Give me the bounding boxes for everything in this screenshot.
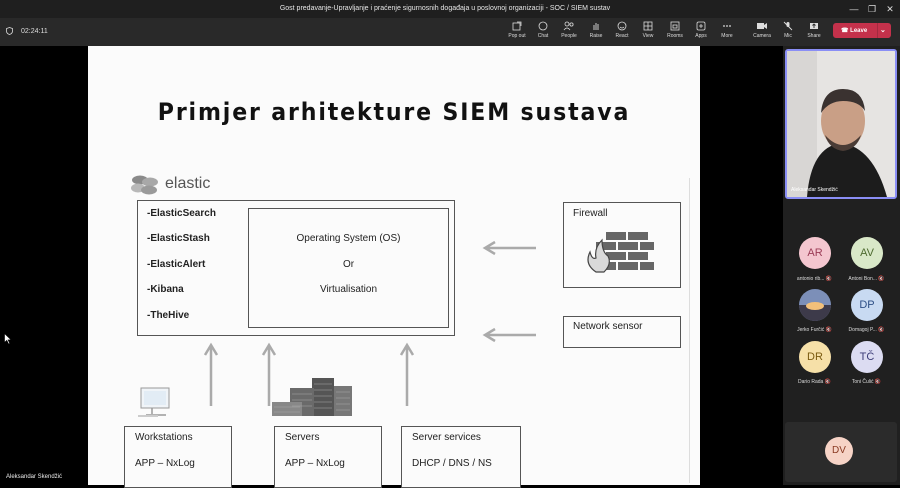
rooms-button[interactable] — [662, 21, 688, 39]
pop-out-button[interactable] — [504, 21, 530, 39]
speaker-video — [787, 51, 895, 197]
more-participants-tile[interactable] — [785, 422, 897, 482]
servers-title: Servers — [285, 432, 320, 443]
mic-muted-icon: 🔇 — [874, 379, 882, 385]
elastic-item: -ElasticStash — [147, 233, 210, 244]
elastic-item: -ElasticAlert — [147, 259, 206, 270]
chat-button[interactable] — [530, 21, 556, 39]
camera-button[interactable] — [749, 21, 775, 39]
servers-image — [272, 376, 362, 418]
raise-label: Raise — [589, 33, 603, 39]
participant-avatar[interactable]: DV — [825, 437, 853, 465]
participant-name: Toni Čulić 🔇 — [851, 379, 882, 385]
diagram-arrows — [88, 46, 700, 485]
participant-avatar[interactable]: AV — [851, 237, 883, 269]
chevron-down-icon[interactable]: ⌄ — [880, 27, 886, 34]
rooms-icon — [670, 21, 680, 31]
meeting-toolbar — [0, 18, 900, 46]
server-services-sub: DHCP / DNS / NS — [412, 458, 492, 469]
participant-name: antonio rib... 🔇 — [796, 276, 833, 282]
chat-label: Chat — [537, 33, 549, 39]
participant-name: Domagoj P... 🔇 — [848, 327, 885, 333]
firewall-arrow — [485, 242, 536, 254]
pop-out-label: Pop out — [508, 33, 526, 39]
more-label: More — [721, 33, 733, 39]
shield-icon — [6, 27, 13, 35]
hand-icon — [591, 21, 601, 31]
title-bar — [0, 0, 900, 18]
plus-icon — [696, 21, 706, 31]
speaker-video-tile[interactable] — [785, 49, 897, 199]
shared-content-stage — [0, 46, 783, 485]
view-button[interactable] — [635, 21, 661, 39]
view-label: View — [642, 33, 654, 39]
shared-slide — [88, 46, 700, 485]
participant-name: Jerko Furčić 🔇 — [797, 327, 832, 333]
speaker-name: Aleksandar Skendžić — [791, 187, 838, 193]
participant-name: Antoni Bon... 🔇 — [848, 276, 885, 282]
mic-muted-icon — [783, 21, 793, 31]
window-title: Gost predavanje-Upravljanje i praćenje sigurnosnih događaja u poslovnoj organizaciji - SOC / SIEM sustav — [279, 5, 611, 12]
servers-arrow-2 — [401, 345, 413, 406]
share-button[interactable] — [801, 21, 827, 39]
mic-muted-icon: 🔇 — [878, 276, 885, 282]
timer-value: 02:24:11 — [21, 27, 48, 35]
elastic-item: -ElasticSearch — [147, 208, 216, 219]
leave-button[interactable] — [833, 23, 891, 38]
pop-out-icon — [512, 21, 522, 31]
restore-icon[interactable]: ❐ — [867, 4, 877, 14]
participant-avatar[interactable]: DP — [851, 289, 883, 321]
participant-avatar[interactable]: TČ — [851, 341, 883, 373]
react-label: React — [615, 33, 629, 39]
firewall-label: Firewall — [573, 208, 608, 219]
elastic-item: -Kibana — [147, 284, 184, 295]
elastic-logo-text: elastic — [165, 175, 211, 192]
grid-icon — [643, 21, 653, 31]
smiley-icon — [617, 21, 627, 31]
share-icon — [809, 21, 819, 31]
minimize-icon[interactable]: — — [849, 4, 859, 14]
mic-muted-icon: 🔇 — [878, 327, 885, 333]
os-line: Or — [342, 259, 355, 270]
participant-avatar[interactable]: AR — [799, 237, 831, 269]
workstations-arrow — [205, 345, 217, 406]
mic-muted-icon: 🔇 — [825, 276, 833, 282]
more-button[interactable] — [714, 21, 740, 39]
network-sensor-label: Network sensor — [573, 321, 643, 332]
mic-muted-icon: 🔇 — [824, 379, 831, 385]
mic-muted-icon: 🔇 — [825, 327, 832, 333]
mic-button[interactable] — [775, 21, 801, 39]
close-icon[interactable]: ✕ — [886, 4, 894, 14]
participant-avatar[interactable]: DR — [799, 341, 831, 373]
apps-button[interactable] — [688, 21, 714, 39]
apps-label: Apps — [695, 33, 707, 39]
participant-name: Dario Rada 🔇 — [798, 379, 831, 385]
participant-avatar[interactable] — [799, 289, 831, 321]
servers-sub: APP – NxLog — [285, 458, 345, 469]
participants-panel — [783, 46, 900, 485]
people-label: People — [561, 33, 577, 39]
os-line: Operating System (OS) — [296, 233, 401, 244]
sensor-arrow — [485, 329, 536, 341]
slide-title: Primjer arhitekture SIEM sustava — [157, 98, 631, 126]
camera-icon — [756, 21, 768, 31]
workstations-title: Workstations — [135, 432, 193, 443]
rooms-label: Rooms — [667, 33, 683, 39]
leave-separator — [877, 23, 878, 38]
workstations-sub: APP – NxLog — [135, 458, 195, 469]
raise-hand-button[interactable] — [583, 21, 609, 39]
ellipsis-icon — [722, 21, 732, 31]
server-services-title: Server services — [412, 432, 481, 443]
workstation-image — [136, 386, 176, 418]
meeting-timer — [6, 27, 48, 35]
people-button[interactable] — [556, 21, 582, 39]
react-button[interactable] — [609, 21, 635, 39]
os-line: Virtualisation — [319, 284, 378, 295]
leave-label: ☎ Leave — [841, 28, 868, 34]
camera-label: Camera — [753, 33, 771, 39]
server-services-box — [401, 426, 521, 488]
elastic-item: -TheHive — [147, 310, 190, 321]
mic-label: Mic — [784, 33, 792, 39]
people-icon — [563, 21, 575, 31]
servers-box — [274, 426, 382, 488]
share-label: Share — [807, 33, 821, 39]
workstations-box — [124, 426, 232, 488]
presenter-name-tag: Aleksandar Skendžić — [6, 474, 63, 480]
participant-photo — [799, 289, 831, 321]
chat-icon — [538, 21, 548, 31]
phone-icon: ☎ — [841, 28, 849, 34]
mouse-cursor-icon — [4, 333, 12, 345]
